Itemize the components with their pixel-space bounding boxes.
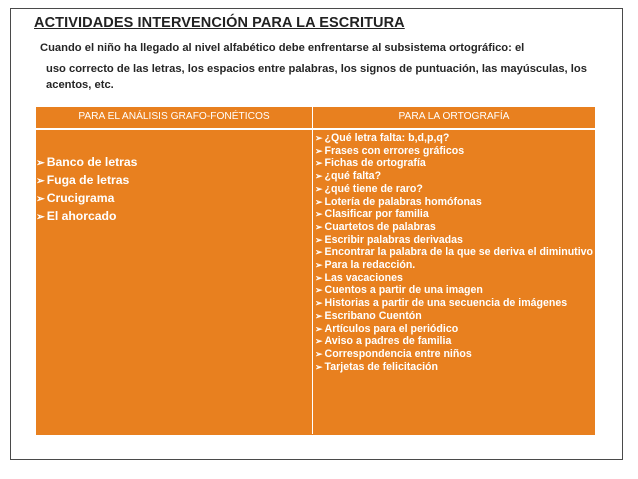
list-item-label: El ahorcado: [46, 209, 117, 223]
arrow-right-icon: ➢: [36, 194, 45, 205]
orthography-activities-list: [315, 132, 593, 373]
arrow-right-icon: ➢: [36, 158, 45, 169]
list-item: [36, 172, 137, 190]
list-item-label: Aviso a padres de familia: [324, 335, 452, 348]
arrow-right-icon: ➢: [315, 336, 323, 347]
arrow-right-icon: ➢: [315, 272, 323, 283]
list-item: [315, 132, 593, 145]
column-divider: [312, 107, 313, 434]
arrow-right-icon: ➢: [315, 361, 323, 372]
arrow-right-icon: ➢: [315, 348, 323, 359]
list-item-label: Escribir palabras derivadas: [324, 233, 463, 246]
arrow-right-icon: ➢: [315, 247, 323, 258]
intro-paragraph: [40, 40, 610, 93]
list-item: [315, 348, 593, 361]
list-item-label: Fuga de letras: [46, 173, 130, 187]
arrow-right-icon: ➢: [315, 196, 323, 207]
list-item: [315, 221, 593, 234]
list-item-label: Clasificar por familia: [324, 208, 429, 221]
header-divider: [36, 128, 595, 130]
arrow-right-icon: ➢: [315, 133, 323, 143]
arrow-right-icon: ➢: [315, 234, 323, 245]
right-column-header: PARA LA ORTOGRAFÍA: [398, 111, 510, 122]
list-item: [315, 246, 593, 259]
list-item: [315, 234, 593, 247]
list-item: [315, 196, 593, 209]
list-item-label: ¿qué tiene de raro?: [324, 182, 423, 195]
list-item: [315, 145, 593, 158]
activities-table: [36, 107, 595, 435]
arrow-right-icon: ➢: [315, 298, 323, 309]
list-item: [315, 170, 593, 183]
list-item: [315, 335, 593, 348]
arrow-right-icon: ➢: [315, 145, 323, 156]
arrow-right-icon: ➢: [315, 221, 323, 232]
list-item-label: Cuartetos de palabras: [324, 220, 436, 233]
list-item: [315, 297, 593, 310]
list-item: [315, 157, 593, 170]
intro-line-1: Cuando el niño ha llegado al nivel alfabético debe enfrentarse al subsistema ortográfico: el: [40, 42, 525, 54]
list-item-label: Lotería de palabras homófonas: [324, 195, 482, 208]
list-item-label: ¿qué falta?: [324, 170, 382, 183]
intro-line-2: uso correcto de las letras, los espacios entre palabras, los signos de puntuación, las mayúsculas, los acentos, etc.: [46, 63, 587, 91]
arrow-right-icon: ➢: [315, 260, 323, 271]
list-item: [36, 190, 137, 208]
list-item-label: Escribano Cuentón: [324, 309, 422, 322]
list-item-label: Encontrar la palabra de la que se deriva el diminutivo: [324, 246, 594, 259]
page-title: ACTIVIDADES INTERVENCIÓN PARA LA ESCRITURA: [34, 15, 405, 31]
list-item: [315, 208, 593, 221]
arrow-right-icon: ➢: [36, 176, 45, 187]
list-item-label: Cuentos a partir de una imagen: [324, 284, 483, 297]
list-item-label: Para la redacción.: [324, 259, 416, 272]
list-item-label: Historias a partir de una secuencia de imágenes: [324, 297, 568, 310]
grapho-phonetic-activities-list: [36, 154, 137, 226]
list-item: [315, 361, 593, 374]
arrow-right-icon: ➢: [315, 171, 323, 182]
list-item: [315, 310, 593, 323]
list-item: [36, 208, 137, 226]
arrow-right-icon: ➢: [315, 209, 323, 220]
arrow-right-icon: ➢: [315, 310, 323, 321]
arrow-right-icon: ➢: [315, 158, 323, 169]
list-item: [315, 323, 593, 336]
list-item-label: Artículos para el periódico: [324, 322, 459, 335]
left-column-header: PARA EL ANÁLISIS GRAFO-FONÉTICOS: [78, 111, 270, 122]
arrow-right-icon: ➢: [36, 212, 45, 223]
list-item: [315, 272, 593, 285]
list-item-label: ¿Qué letra falta: b,d,p,q?: [324, 132, 450, 144]
arrow-right-icon: ➢: [315, 285, 323, 296]
list-item-label: Tarjetas de felicitación: [324, 360, 438, 373]
list-item-label: Banco de letras: [46, 155, 138, 169]
arrow-right-icon: ➢: [315, 323, 323, 334]
list-item-label: Correspondencia entre niños: [324, 347, 472, 360]
list-item-label: Frases con errores gráficos: [324, 144, 465, 157]
list-item: [315, 284, 593, 297]
list-item: [315, 259, 593, 272]
list-item: [315, 183, 593, 196]
list-item-label: Fichas de ortografía: [324, 157, 426, 170]
list-item-label: Crucigrama: [46, 191, 115, 205]
list-item: [36, 154, 137, 172]
arrow-right-icon: ➢: [315, 183, 323, 194]
list-item-label: Las vacaciones: [324, 271, 403, 284]
